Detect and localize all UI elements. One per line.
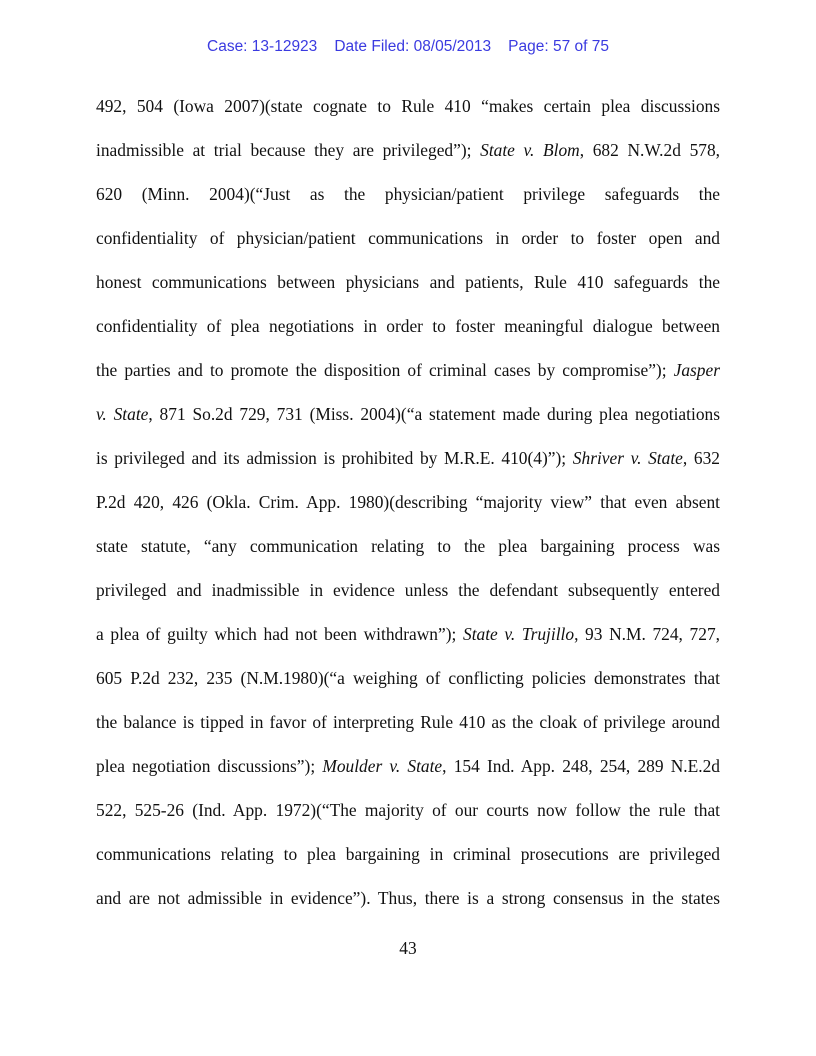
text-segment: a plea of guilty which had not been withdrawn”); — [96, 624, 463, 644]
text-segment: inadmissible at trial because they are privileged”); — [96, 140, 481, 160]
case-citation: Jasper — [673, 360, 720, 380]
text-line — [96, 752, 720, 796]
text-segment: honest communications between physicians and patients, Rule 410 safeguards the — [96, 272, 720, 292]
text-line — [96, 92, 720, 136]
text-segment: 605 P.2d 232, 235 (N.M.1980)(“a weighing of conflicting policies demonstrates that — [96, 668, 720, 688]
text-line — [96, 796, 720, 840]
text-segment: is privileged and its admission is prohibited by M.R.E. 410(4)”); — [96, 448, 573, 468]
text-line — [96, 444, 720, 488]
text-segment: the parties and to promote the disposition of criminal cases by compromise”); — [96, 360, 674, 380]
text-segment: 620 (Minn. 2004)(“Just as the physician/patient privilege safeguards the — [96, 184, 720, 204]
text-line — [96, 224, 720, 268]
text-line — [96, 488, 720, 532]
text-segment: , 632 — [682, 448, 720, 468]
text-segment: confidentiality of plea negotiations in order to foster meaningful dialogue between — [96, 316, 720, 336]
case-citation: v. State — [96, 404, 149, 424]
case-citation: Shriver v. State — [572, 448, 683, 468]
page-number: 43 — [399, 938, 417, 958]
text-line — [96, 400, 720, 444]
text-line — [96, 532, 720, 576]
text-line — [96, 576, 720, 620]
text-line — [96, 268, 720, 312]
case-header — [0, 38, 816, 56]
case-citation: State v. Trujillo — [463, 624, 575, 644]
text-segment: and are not admissible in evidence”). Thus, there is a strong consensus in the states — [96, 888, 720, 908]
text-segment: , 154 Ind. App. 248, 254, 289 N.E.2d — [442, 756, 720, 776]
text-line — [96, 664, 720, 708]
text-segment: state statute, “any communication relating to the plea bargaining process was — [96, 536, 720, 556]
case-citation: Moulder v. State — [322, 756, 443, 776]
text-segment: confidentiality of physician/patient communications in order to foster open and — [96, 228, 720, 248]
text-segment: privileged and inadmissible in evidence unless the defendant subsequently entered — [96, 580, 720, 600]
text-segment: communications relating to plea bargaining in criminal prosecutions are privileged — [96, 844, 720, 864]
text-line — [96, 708, 720, 752]
case-number: Case: 13-12923 — [207, 38, 318, 55]
text-line — [96, 356, 720, 400]
text-line — [96, 884, 720, 928]
text-segment: 492, 504 (Iowa 2007)(state cognate to Rule 410 “makes certain plea discussions — [96, 96, 720, 116]
body-text — [96, 92, 720, 928]
case-citation: State v. Blom — [480, 140, 580, 160]
text-segment: , 93 N.M. 724, 727, — [574, 624, 720, 644]
date-filed: Date Filed: 08/05/2013 — [334, 38, 492, 55]
text-line — [96, 180, 720, 224]
text-segment: , 871 So.2d 729, 731 (Miss. 2004)(“a statement made during plea negotiations — [148, 404, 720, 424]
text-line — [96, 840, 720, 884]
text-segment: 522, 525-26 (Ind. App. 1972)(“The majority of our courts now follow the rule that — [96, 800, 720, 820]
text-segment: plea negotiation discussions”); — [96, 756, 323, 776]
text-line — [96, 136, 720, 180]
text-line — [96, 312, 720, 356]
text-segment: P.2d 420, 426 (Okla. Crim. App. 1980)(describing “majority view” that even absent — [96, 492, 720, 512]
text-segment: the balance is tipped in favor of interpreting Rule 410 as the cloak of privilege around — [96, 712, 720, 732]
page-count: Page: 57 of 75 — [508, 38, 609, 55]
text-segment: , 682 N.W.2d 578, — [579, 140, 721, 160]
text-line — [96, 620, 720, 664]
